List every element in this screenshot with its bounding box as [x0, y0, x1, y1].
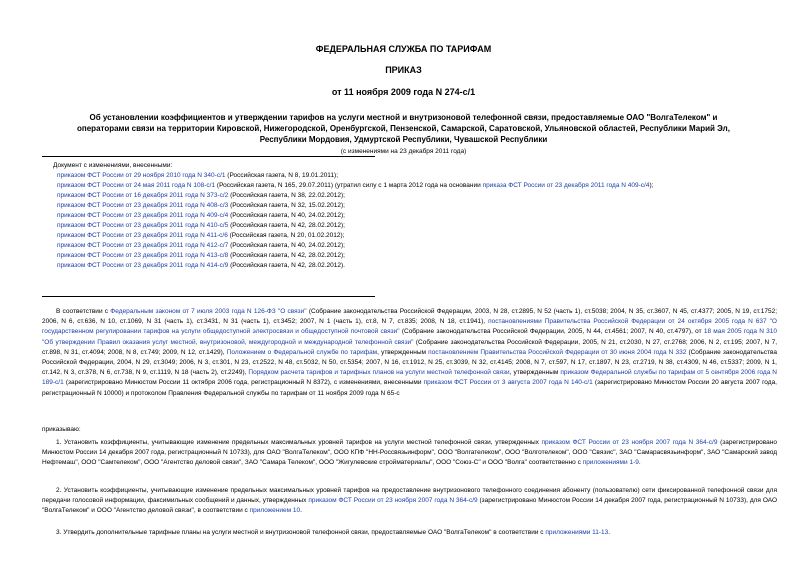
item-2: 2. Установить коэффициенты, учитывающие изменение предельных максимальных уровней тарифов на предоставление внутризонового телефонного соединения абоненту (пользователю) сети фиксированной телефонной связи для передачи голосовой информации, факсимильных сообщений и данных, утвержденных приказом ФСТ России от 23 ноября 2007 года N 364-с/9 (зарегистрировано Минюстом России 14 декабря 2007 года, регистрационный N 10733), для ОАО "ВолгаТелеком" и ООО "Агентство деловой связи", в соответствии с приложением 10.	[42, 487, 777, 515]
link-order-364[interactable]: приказом ФСТ России от 23 ноября 2007 года N 364-с/9	[541, 439, 718, 446]
amendment-item: приказом ФСТ России от 23 декабря 2011 года N 408-с/3 (Российская газета, N 32, 15.02.2012);	[57, 202, 345, 209]
link-resolution-637[interactable]: постановлениями Правительства Российской Федерации от 24 октября 2005 года N 637 "О государственном регулировании тарифов на услуги общедоступной электросвязи и общедоступной почтовой связи"	[42, 318, 777, 336]
amendments-note: (с изменениями на 23 декабря 2011 года)	[340, 148, 467, 155]
amendment-item: приказом ФСТ России от 23 декабря 2011 года N 412-с/7 (Российская газета, N 40, 24.02.2012);	[57, 242, 345, 249]
link-order-364-b[interactable]: приказом ФСТ России от 23 ноября 2007 года N 364-с/9	[308, 497, 478, 505]
amendment-item: приказом ФСТ России от 29 ноября 2010 года N 340-с/1 (Российская газета, N 8, 19.01.2011);	[57, 172, 339, 179]
amendment-link[interactable]: приказом ФСТ России от 23 декабря 2011 года N 408-с/3	[57, 202, 229, 209]
link-law-126[interactable]: Федеральным законом от 7 июля 2003 года N 126-ФЗ "О связи"	[110, 308, 307, 315]
doc-date: от 11 ноября 2009 года N 274-с/1	[331, 87, 476, 97]
amendment-link[interactable]: приказом ФСТ России от 23 декабря 2011 года N 414-с/9	[57, 262, 229, 269]
amendment-item: приказом ФСТ России от 23 декабря 2011 года N 414-с/9 (Российская газета, N 42, 28.02.2012).	[57, 262, 345, 269]
amendment-item: приказом ФСТ России от 16 декабря 2011 года N 373-с/2 (Российская газета, N 38, 22.02.2012);	[57, 192, 345, 199]
amendment-item: приказом ФСТ России от 23 декабря 2011 года N 409-с/4 (Российская газета, N 40, 24.02.2012);	[57, 212, 345, 219]
link-resolution-332[interactable]: постановлением Правительства Российской Федерации от 30 июня 2004 года N 332	[428, 348, 687, 356]
amendment-link[interactable]: приказом ФСТ России от 24 мая 2011 года N 108-с/1	[57, 182, 216, 189]
divider-top	[42, 156, 375, 157]
amendment-link[interactable]: приказом ФСТ России от 23 декабря 2011 года N 409-с/4	[57, 212, 229, 219]
order-word: приказываю:	[42, 426, 81, 433]
amendment-link-secondary[interactable]: приказа ФСТ России от 23 декабря 2011 года N 409-с/4	[482, 182, 650, 189]
link-order-189[interactable]: приказом Федеральной службы по тарифам от 5 сентября 2006 года N 189-с/1	[42, 369, 777, 387]
amendment-item: приказом ФСТ России от 23 декабря 2011 года N 411-с/6 (Российская газета, N 20, 01.02.2012);	[57, 232, 345, 239]
amendment-link[interactable]: приказом ФСТ России от 23 декабря 2011 года N 412-с/7	[57, 242, 229, 249]
divider-bottom	[42, 296, 375, 297]
link-order-140[interactable]: приказом ФСТ России от 3 августа 2007 года N 140-с/1	[423, 379, 593, 387]
amendment-item: приказом ФСТ России от 23 декабря 2011 года N 413-с/8 (Российская газета, N 42, 28.02.2012);	[57, 252, 345, 259]
amendment-list	[53, 161, 757, 271]
item-1: 1. Установить коэффициенты, учитывающие изменение предельных максимальных уровней тарифов на услуги местной телефонной связи, утвержденных приказом ФСТ России от 23 ноября 2007 года N 364-с/9 (зарегистрировано Минюстом России 14 декабря 2007 года, регистрационный N 10733), для ОАО "ВолгаТелеком", ООО КПФ "НН-Россвязьинформ", ООО "Волгателеком", ООО "Волготелеком", ООО "Связис", ЗАО "Самарасвязьинформ", ЗАО "Самарский завод Нефтемаш", ООО "Самтелеком", ООО "Агентство деловой связи", ЗАО "Самара Телеком", ООО "Жигулевские стройматериалы", ООО "Союз-С" и ООО "Волга" соответственно с приложениями 1-9.	[42, 439, 777, 467]
link-appendices-11-13[interactable]: приложениями 11-13	[545, 529, 609, 536]
amendment-link[interactable]: приказом ФСТ России от 23 декабря 2011 года N 413-с/8	[57, 252, 229, 259]
link-appendix-10[interactable]: приложением 10	[249, 507, 301, 515]
preamble: В соответствии с Федеральным законом от 7 июля 2003 года N 126-ФЗ "О связи" (Собрание законодательства Российской Федерации, 2003, N 28, ст.2895, N 52 (часть 1), ст.5038; 2004, N 35, ст.3607, N 45, ст.4377; 2005, N 19, ст.1752; 2006, N 6, ст.636, N 10, ст.1069, N 31 (часть 1), ст.3431, N 31 (часть 1), ст.3452; 2007, N 1 (часть 1), ст.8, N 7, ст.835; 2008, N 18, ст.1941), постановлениями Правительства Российской Федерации от 24 октября 2005 года N 637 "О государственном регулировании тарифов на услуги общедоступной электросвязи и общедоступной почтовой связи" (Собрание законодательства Российской Федерации, 2005, N 44, ст.4561; 2007, N 40, ст.4797), от 18 мая 2005 года N 310 "Об утверждении Правил оказания услуг местной, внутризоновой, междугородной и международной телефонной связи" (Собрание законодательства Российской Федерации, 2005, N 21, ст.2030, N 27, ст.2768; 2006, N 2, ст.195; 2007, N 7, ст.898, N 31, ст.4094; 2008, N 8, ст.749; 2009, N 12, ст.1429), Положением о Федеральной службе по тарифам, утвержденным постановлением Правительства Российской Федерации от 30 июня 2004 года N 332 (Собрание законодательства Российской Федерации, 2004, N 29, ст.3049; 2006, N 3, ст.301, N 23, ст.2522, N 48, ст.5032, N 50, ст.5354; 2007, N 16, ст.1912, N 25, ст.3039, N 32, ст.4145; 2008, N 7, ст.597, N 17, ст.1897, N 23, ст.2719, N 38, ст.4309, N 46, ст.5337; 2009, N 1, ст.142, N 3, ст.378, N 6, ст.738, N 9, ст.1119, N 18 (часть 2), ст.2249), Порядком расчета тарифов и тарифных планов на услуги местной телефонной связи, утвержденным приказом Федеральной службы по тарифам от 5 сентября 2006 года N 189-с/1 (зарегистрировано Минюстом России 11 октября 2006 года, регистрационный N 8372), с изменениями, внесенными приказом ФСТ России от 3 августа 2007 года N 140-с/1 (зарегистрировано Минюстом России 20 августа 2007 года, регистрационный N 10000) и протоколом Правления Федеральной службы по тарифам от 11 ноября 2009 года N 65-с	[42, 308, 778, 397]
amendment-link[interactable]: приказом ФСТ России от 23 декабря 2011 года N 410-с/5	[57, 222, 229, 229]
amendment-link[interactable]: приказом ФСТ России от 16 декабря 2011 года N 373-с/2	[57, 192, 229, 199]
link-fst-regulation[interactable]: Положением о Федеральной службе по тарифам	[226, 348, 378, 356]
title-line-2: операторами связи на территории Кировской, Нижегородской, Оренбургской, Пензенской, Самарской, Саратовской, Ульяновской областей, Республики Марий Эл,	[77, 124, 730, 133]
amendment-link[interactable]: приказом ФСТ России от 23 декабря 2011 года N 411-с/6	[57, 232, 228, 239]
amendment-item: приказом ФСТ России от 23 декабря 2011 года N 410-с/5 (Российская газета, N 42, 28.02.2012);	[57, 222, 345, 229]
amendment-list-heading: Документ с изменениями, внесенными:	[53, 162, 173, 169]
doc-title	[0, 112, 807, 145]
title-line-3: Республики Мордовия, Удмуртской Республики, Чувашской Республики	[259, 135, 548, 144]
doc-type: ПРИКАЗ	[385, 65, 422, 75]
link-resolution-310[interactable]: 18 мая 2005 года N 310 "Об утверждении Правил оказания услуг местной, внутризоновой, междугородной и международной телефонной связи"	[42, 328, 777, 346]
link-tariff-procedure[interactable]: Порядком расчета тарифов и тарифных планов на услуги местной телефонной связи	[248, 369, 510, 377]
item-3: 3. Утвердить дополнительные тарифные планы на услуги местной и внутризоновой телефонной связи, предоставляемые ОАО "ВолгаТелеком" в соответствии с приложениями 11-13.	[56, 529, 611, 536]
agency-name: ФЕДЕРАЛЬНАЯ СЛУЖБА ПО ТАРИФАМ	[315, 44, 492, 54]
amendment-item: приказом ФСТ России от 24 мая 2011 года N 108-с/1 (Российская газета, N 165, 29.07.2011) (утратил силу с 1 марта 2012 года на основании приказа ФСТ России от 23 декабря 2011 года N 409-с/4);	[57, 182, 654, 189]
title-line-1: Об установлении коэффициентов и утверждении тарифов на услуги местной и внутризоновой телефонной связи, предоставляемые ОАО "ВолгаТелеком" и	[89, 113, 718, 122]
amendment-link[interactable]: приказом ФСТ России от 29 ноября 2010 года N 340-с/1	[57, 172, 226, 179]
link-appendices-1-9[interactable]: приложениями 1-9	[582, 459, 639, 467]
